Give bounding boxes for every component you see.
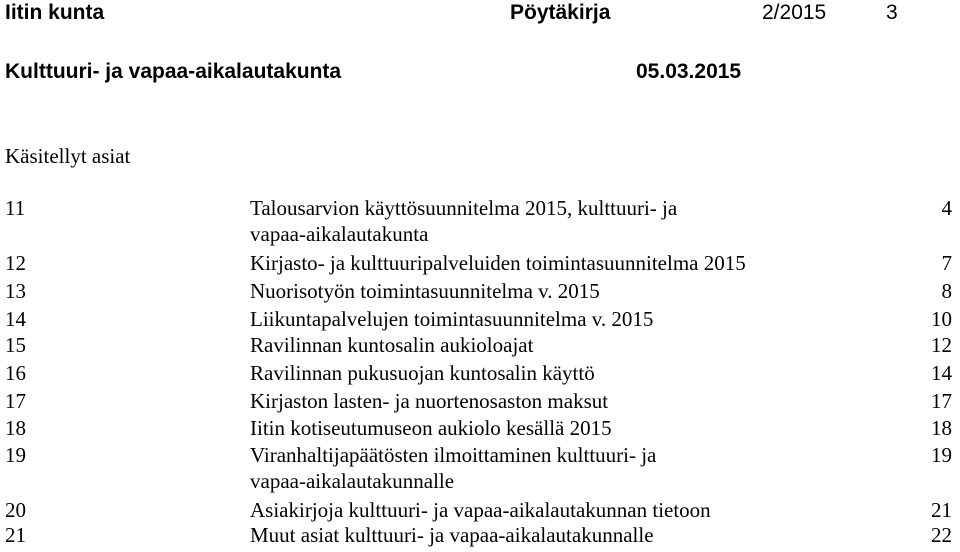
agenda-item [0,306,960,332]
item-number: 20 [5,498,26,522]
item-title: Ravilinnan pukusuojan kuntosalin käyttö [250,361,595,385]
item-title-continuation: vapaa-aikalautakunnalle [250,469,455,493]
item-number: 17 [5,389,26,413]
item-page: 21 [931,498,952,522]
item-title: Muut asiat kulttuuri- ja vapaa-aikalautakunnalle [250,523,654,547]
item-page: 14 [931,361,952,385]
item-number: 12 [5,251,26,275]
item-page: 4 [941,196,952,220]
item-number: 13 [5,279,26,303]
item-title: Viranhaltijapäätösten ilmoittaminen kulttuuri- ja [250,443,657,467]
item-number: 15 [5,333,26,357]
item-number: 19 [5,443,26,467]
agenda-item [0,497,960,523]
agenda-item [0,415,960,441]
item-page: 8 [941,279,952,303]
item-page: 19 [931,443,952,467]
item-title: Talousarvion käyttösuunnitelma 2015, kulttuuri- ja [250,196,678,220]
issue-number: 2/2015 [762,1,827,24]
item-title: Kirjaston lasten- ja nuortenosaston maksut [250,389,609,413]
item-title-continuation: vapaa-aikalautakunta [250,222,429,246]
item-title: Nuorisotyön toimintasuunnitelma v. 2015 [250,279,600,303]
agenda-item [0,442,960,493]
item-number: 14 [5,307,26,331]
item-title: Liikuntapalvelujen toimintasuunnitelma v. 2015 [250,307,654,331]
agenda-item [0,388,960,414]
agenda-item [0,195,960,246]
item-page: 12 [931,333,952,357]
item-page: 10 [931,307,952,331]
item-title: Ravilinnan kuntosalin aukioloajat [250,333,534,357]
section-title: Käsitellyt asiat [5,144,131,168]
item-title: Kirjasto- ja kulttuuripalveluiden toimintasuunnitelma 2015 [250,251,746,275]
document-type: Pöytäkirja [510,1,611,24]
item-page: 7 [941,251,952,275]
item-title: Iitin kotiseutumuseon aukiolo kesällä 2015 [250,416,612,440]
item-page: 17 [931,389,952,413]
item-page: 18 [931,416,952,440]
committee-name: Kulttuuri- ja vapaa-aikalautakunta [5,60,342,83]
municipality-name: Iitin kunta [5,1,105,24]
item-number: 11 [5,196,26,220]
agenda-item [0,360,960,386]
item-page: 22 [931,523,952,547]
item-number: 21 [5,523,26,547]
item-number: 16 [5,361,26,385]
page-number: 3 [886,1,898,24]
item-number: 18 [5,416,26,440]
item-title: Asiakirjoja kulttuuri- ja vapaa-aikalautakunnan tietoon [250,498,711,522]
agenda-item [0,522,960,548]
agenda-item [0,278,960,304]
meeting-date: 05.03.2015 [636,60,742,83]
agenda-item [0,250,960,276]
agenda-item [0,332,960,358]
